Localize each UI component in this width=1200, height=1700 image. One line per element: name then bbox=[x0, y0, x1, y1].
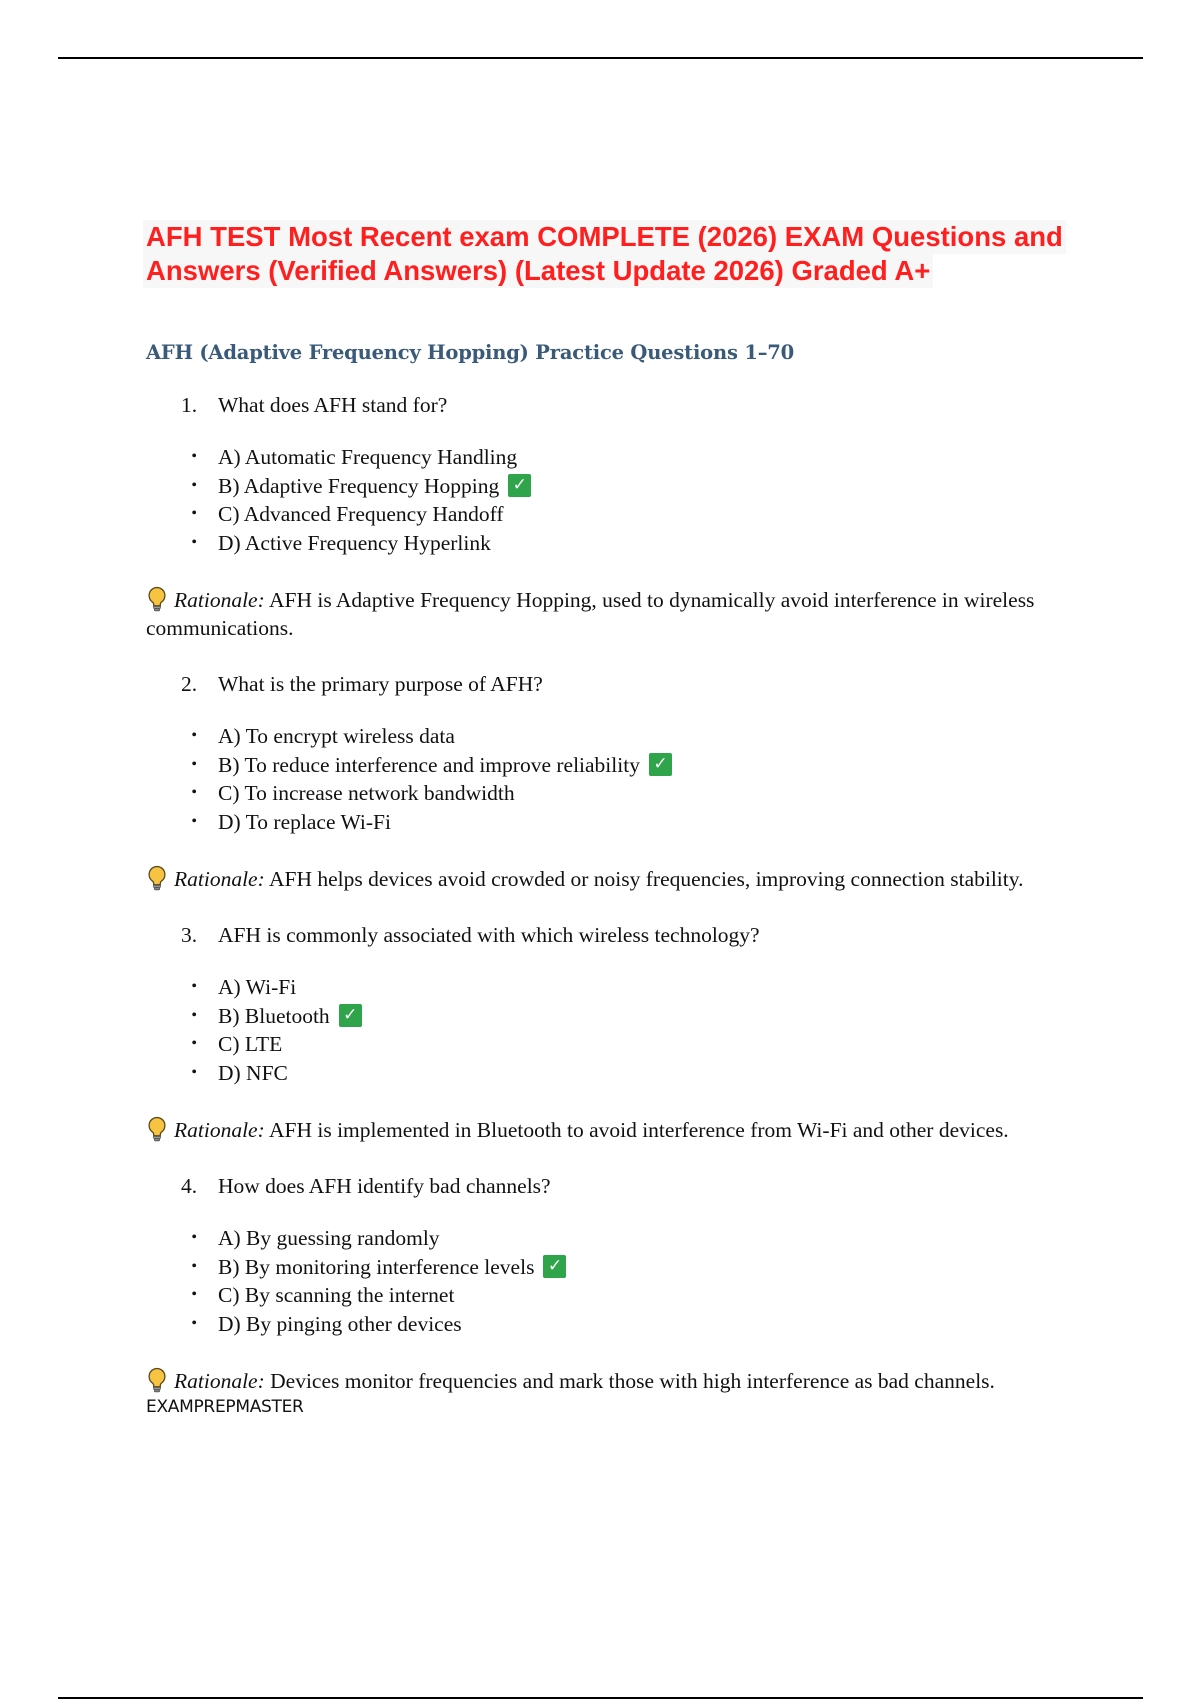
option-text: B) To reduce interference and improve reliability bbox=[218, 752, 640, 777]
answer-option bbox=[146, 722, 1136, 751]
rationale-label: Rationale: bbox=[174, 1118, 265, 1142]
rationale-label: Rationale: bbox=[174, 1369, 265, 1393]
lightbulb-icon bbox=[146, 865, 168, 891]
bullet-icon bbox=[146, 500, 218, 528]
lightbulb-icon bbox=[146, 1116, 168, 1142]
watermark-text: EXAMPREPMASTER bbox=[146, 1397, 304, 1417]
rationale bbox=[146, 1116, 1136, 1144]
rationale-text: Devices monitor frequencies and mark those with high interference as bad channels. bbox=[270, 1369, 995, 1393]
question-number: 3. bbox=[181, 923, 198, 947]
answer-option bbox=[146, 1059, 1136, 1088]
option-text: B) Bluetooth bbox=[218, 1003, 330, 1028]
bullet-icon bbox=[146, 1002, 218, 1030]
rationale bbox=[146, 1367, 1136, 1395]
answer-option bbox=[146, 1253, 1136, 1282]
title-line-2: Answers (Verified Answers) (Latest Update 2026) Graded A+ bbox=[143, 254, 933, 288]
rationale-text: AFH is implemented in Bluetooth to avoid interference from Wi-Fi and other devices. bbox=[268, 1118, 1009, 1142]
option-text: C) LTE bbox=[218, 1032, 283, 1057]
question-prompt: What is the primary purpose of AFH? bbox=[218, 672, 543, 696]
lightbulb-icon bbox=[146, 1367, 168, 1393]
option-text: D) NFC bbox=[218, 1060, 288, 1085]
section-subtitle: AFH (Adaptive Frequency Hopping) Practice Questions 1–70 bbox=[146, 341, 794, 364]
bullet-icon bbox=[146, 779, 218, 807]
answer-option bbox=[146, 1224, 1136, 1253]
bullet-icon bbox=[146, 1059, 218, 1087]
option-text: A) By guessing randomly bbox=[218, 1226, 440, 1251]
answer-option bbox=[146, 1281, 1136, 1310]
document-title bbox=[146, 220, 1136, 288]
check-mark-icon: ✓ bbox=[543, 1255, 566, 1278]
bullet-icon bbox=[146, 443, 218, 471]
check-mark-icon: ✓ bbox=[339, 1004, 362, 1027]
bullet-icon bbox=[146, 722, 218, 750]
question-text bbox=[181, 921, 1136, 949]
answer-options bbox=[146, 973, 1136, 1087]
lightbulb-icon bbox=[146, 586, 168, 612]
option-text: A) To encrypt wireless data bbox=[218, 724, 455, 749]
question-number: 4. bbox=[181, 1174, 198, 1198]
bottom-rule bbox=[58, 1697, 1143, 1699]
check-mark-icon: ✓ bbox=[508, 474, 531, 497]
option-text: B) By monitoring interference levels bbox=[218, 1254, 535, 1279]
question-text bbox=[181, 1172, 1136, 1200]
bullet-icon bbox=[146, 808, 218, 836]
answer-option bbox=[146, 472, 1136, 501]
question-prompt: How does AFH identify bad channels? bbox=[218, 1174, 551, 1198]
answer-option bbox=[146, 751, 1136, 780]
rationale bbox=[146, 586, 1136, 642]
question-number: 2. bbox=[181, 672, 198, 696]
option-text: D) By pinging other devices bbox=[218, 1311, 462, 1336]
question-list bbox=[146, 391, 1136, 1395]
answer-option bbox=[146, 808, 1136, 837]
bullet-icon bbox=[146, 1030, 218, 1058]
option-text: C) Advanced Frequency Handoff bbox=[218, 502, 504, 527]
rationale bbox=[146, 865, 1136, 893]
answer-option bbox=[146, 529, 1136, 558]
rationale-label: Rationale: bbox=[174, 588, 265, 612]
bullet-icon bbox=[146, 1253, 218, 1281]
option-text: C) By scanning the internet bbox=[218, 1283, 455, 1308]
bullet-icon bbox=[146, 751, 218, 779]
bullet-icon bbox=[146, 529, 218, 557]
answer-options bbox=[146, 1224, 1136, 1338]
check-mark-icon: ✓ bbox=[649, 753, 672, 776]
option-text: C) To increase network bandwidth bbox=[218, 781, 515, 806]
answer-options bbox=[146, 443, 1136, 557]
option-text: A) Automatic Frequency Handling bbox=[218, 445, 518, 470]
option-text: D) Active Frequency Hyperlink bbox=[218, 530, 491, 555]
option-text: B) Adaptive Frequency Hopping bbox=[218, 473, 500, 498]
bullet-icon bbox=[146, 1281, 218, 1309]
bullet-icon bbox=[146, 1224, 218, 1252]
top-rule bbox=[58, 57, 1143, 59]
question-block bbox=[146, 670, 1136, 893]
rationale-label: Rationale: bbox=[174, 867, 265, 891]
answer-option bbox=[146, 1030, 1136, 1059]
answer-option bbox=[146, 443, 1136, 472]
question-number: 1. bbox=[181, 393, 198, 417]
question-block bbox=[146, 391, 1136, 642]
question-block bbox=[146, 921, 1136, 1144]
question-text bbox=[181, 670, 1136, 698]
document-body bbox=[146, 220, 1136, 1417]
question-prompt: What does AFH stand for? bbox=[218, 393, 448, 417]
option-text: D) To replace Wi-Fi bbox=[218, 809, 391, 834]
question-block bbox=[146, 1172, 1136, 1395]
answer-option bbox=[146, 1002, 1136, 1031]
option-text: A) Wi-Fi bbox=[218, 975, 297, 1000]
answer-option bbox=[146, 779, 1136, 808]
rationale-text: AFH helps devices avoid crowded or noisy frequencies, improving connection stability. bbox=[268, 867, 1024, 891]
question-prompt: AFH is commonly associated with which wireless technology? bbox=[218, 923, 760, 947]
answer-options bbox=[146, 722, 1136, 836]
rationale-text: AFH is Adaptive Frequency Hopping, used to dynamically avoid interference in wireless communications. bbox=[146, 588, 1035, 640]
answer-option bbox=[146, 973, 1136, 1002]
bullet-icon bbox=[146, 472, 218, 500]
bullet-icon bbox=[146, 973, 218, 1001]
answer-option bbox=[146, 1310, 1136, 1339]
title-line-1: AFH TEST Most Recent exam COMPLETE (2026) EXAM Questions and bbox=[143, 220, 1066, 254]
bullet-icon bbox=[146, 1310, 218, 1338]
answer-option bbox=[146, 500, 1136, 529]
question-text bbox=[181, 391, 1136, 419]
